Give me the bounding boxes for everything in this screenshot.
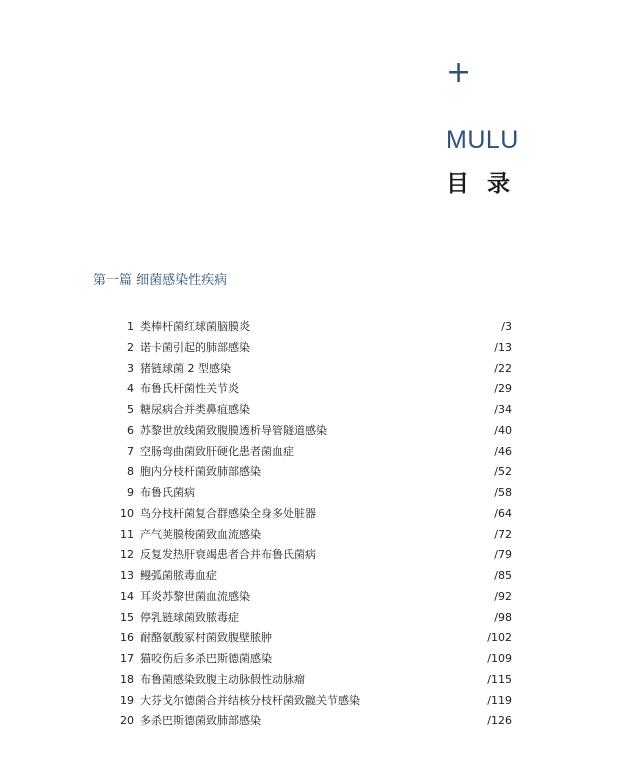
part-title: 第一篇 细菌感染性疾病	[93, 273, 228, 288]
toc-entry-page: /109	[487, 652, 512, 665]
toc-entry-page: /119	[487, 693, 512, 707]
toc-entry-number: 9	[127, 486, 134, 499]
toc-entry-title: 猪链球菌 2 型感染	[140, 361, 231, 375]
toc-entry-title: 停乳链球菌致脓毒症	[140, 610, 239, 624]
toc-entry-page: /3	[501, 320, 512, 333]
toc-entry[interactable]	[110, 566, 512, 587]
toc-entry-page: /22	[494, 361, 512, 375]
toc-entry-title: 产气荚膜梭菌致血流感染	[140, 527, 261, 541]
toc-entry-title: 耳炎苏黎世菌血流感染	[140, 589, 250, 603]
toc-entry-number: 18	[120, 672, 134, 686]
toc-entry-title: 布鲁氏杆菌性关节炎	[140, 382, 239, 396]
toc-entry[interactable]	[110, 628, 512, 649]
toc-entry-title: 布鲁氏菌病	[140, 486, 195, 499]
toc-entry[interactable]	[110, 338, 512, 359]
toc-entry-number: 13	[120, 569, 134, 582]
toc-entry-number: 15	[120, 610, 134, 624]
table-of-contents	[110, 317, 512, 732]
toc-entry-number: 5	[127, 403, 134, 416]
toc-entry[interactable]	[110, 421, 512, 442]
toc-entry[interactable]	[110, 545, 512, 566]
toc-entry-page: /58	[494, 486, 512, 499]
toc-entry-page: /46	[494, 444, 512, 458]
toc-entry-title: 鳗弧菌脓毒血症	[140, 569, 217, 582]
toc-entry[interactable]	[110, 359, 512, 380]
toc-entry-number: 6	[127, 423, 134, 437]
toc-entry-page: /52	[494, 465, 512, 479]
toc-entry-page: /126	[487, 714, 512, 728]
toc-entry-title: 猫咬伤后多杀巴斯德菌感染	[140, 652, 272, 665]
toc-entry[interactable]	[110, 504, 512, 525]
toc-entry-number: 10	[120, 506, 134, 520]
toc-entry-page: /72	[494, 527, 512, 541]
toc-entry-title: 诺卡菌引起的肺部感染	[140, 340, 250, 354]
toc-entry-title: 多杀巴斯德菌致肺部感染	[140, 714, 261, 728]
toc-entry-number: 1	[127, 320, 134, 333]
toc-entry-title: 布鲁菌感染致腹主动脉假性动脉瘤	[140, 672, 305, 686]
toc-entry[interactable]	[110, 587, 512, 608]
toc-entry-number: 19	[120, 693, 134, 707]
toc-entry-number: 16	[120, 631, 134, 645]
title-cn: 目录	[446, 171, 528, 197]
plus-icon: +	[446, 55, 472, 90]
toc-entry[interactable]	[110, 525, 512, 546]
toc-entry[interactable]	[110, 400, 512, 421]
toc-entry-title: 鸟分枝杆菌复合群感染全身多处脏器	[140, 506, 316, 520]
toc-entry[interactable]	[110, 608, 512, 629]
toc-entry-title: 大芬戈尔德菌合并结核分枝杆菌致髋关节感染	[140, 693, 360, 707]
toc-entry[interactable]	[110, 691, 512, 712]
toc-entry-page: /92	[494, 589, 512, 603]
toc-entry-number: 14	[120, 589, 134, 603]
toc-entry[interactable]	[110, 462, 512, 483]
toc-entry[interactable]	[110, 442, 512, 463]
title-en: MULU	[446, 126, 519, 154]
toc-entry-number: 11	[120, 527, 134, 541]
toc-entry-page: /115	[487, 672, 512, 686]
toc-entry-page: /102	[487, 631, 512, 645]
toc-entry-title: 胞内分枝杆菌致肺部感染	[140, 465, 261, 479]
toc-entry-page: /34	[494, 403, 512, 416]
toc-entry-title: 苏黎世放线菌致腹膜透析导管隧道感染	[140, 423, 327, 437]
toc-entry-number: 4	[127, 382, 134, 396]
toc-entry[interactable]	[110, 317, 512, 338]
toc-entry-number: 7	[127, 444, 134, 458]
toc-entry-page: /98	[494, 610, 512, 624]
toc-entry[interactable]	[110, 379, 512, 400]
toc-entry-title: 空肠弯曲菌致肝硬化患者菌血症	[140, 444, 294, 458]
toc-entry-page: /29	[494, 382, 512, 396]
toc-entry-number: 12	[120, 548, 134, 562]
toc-entry-page: /13	[494, 340, 512, 354]
toc-entry[interactable]	[110, 670, 512, 691]
toc-entry-title: 耐酪氨酸冢村菌致腹壁脓肿	[140, 631, 272, 645]
toc-entry-page: /79	[494, 548, 512, 562]
toc-entry-title: 糖尿病合并类鼻疽感染	[140, 403, 250, 416]
toc-entry-number: 20	[120, 714, 134, 728]
toc-entry-number: 2	[127, 340, 134, 354]
toc-entry-number: 17	[120, 652, 134, 665]
toc-entry[interactable]	[110, 649, 512, 670]
toc-entry-title: 反复发热肝衰竭患者合并布鲁氏菌病	[140, 548, 316, 562]
toc-entry-page: /85	[494, 569, 512, 582]
toc-entry-page: /64	[494, 506, 512, 520]
toc-entry[interactable]	[110, 711, 512, 732]
toc-entry-number: 8	[127, 465, 134, 479]
toc-entry-number: 3	[127, 361, 134, 375]
toc-entry[interactable]	[110, 483, 512, 504]
toc-entry-page: /40	[494, 423, 512, 437]
toc-entry-title: 类棒杆菌红球菌脑膜炎	[140, 320, 250, 333]
